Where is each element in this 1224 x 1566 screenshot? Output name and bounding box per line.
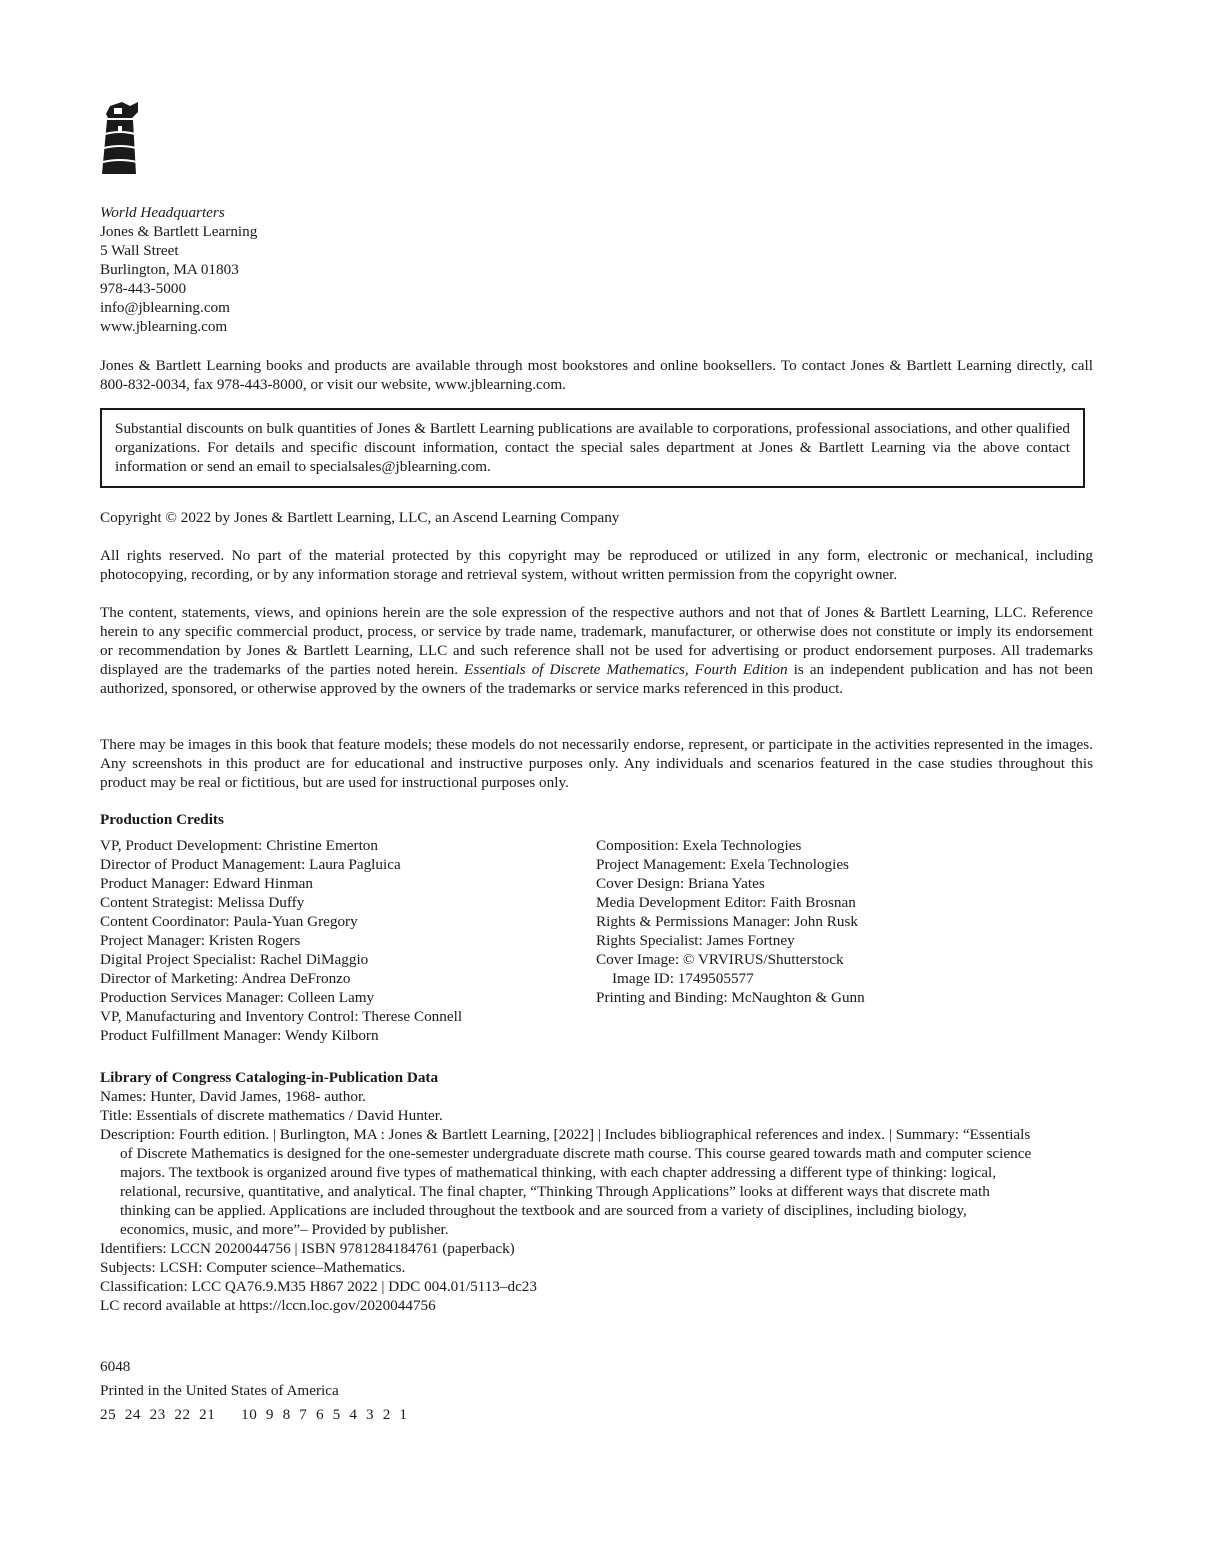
cip-title-line: Title: Essentials of discrete mathematics / David Hunter. (100, 1107, 443, 1124)
credit-item: Project Management: Exela Technologies (596, 856, 849, 873)
credit-item: Content Coordinator: Paula-Yuan Gregory (100, 913, 358, 930)
content-disclaimer (100, 603, 1093, 698)
production-credits-title: Production Credits (100, 811, 224, 828)
printed-in-line: Printed in the United States of America (100, 1382, 339, 1399)
address-heading: World Headquarters (100, 204, 225, 221)
address-block (100, 203, 257, 336)
copyright-line: Copyright © 2022 by Jones & Bartlett Learning, LLC, an Ascend Learning Company (100, 509, 620, 526)
credit-item-continued: Image ID: 1749505577 (612, 970, 754, 987)
rights-paragraph: All rights reserved. No part of the material protected by this copyright may be reproduced or utilized in any form, electronic or mechanical, including photocopying, recording, or by any information storage and retrieval system, without written permission from the copyright owner. (100, 547, 1093, 583)
publisher-logo (100, 100, 140, 178)
production-credits-left (100, 836, 580, 1045)
credit-item: VP, Product Development: Christine Emerton (100, 837, 378, 854)
credit-item: Content Strategist: Melissa Duffy (100, 894, 305, 911)
print-line-numbers: 25 24 23 22 21 10 9 8 7 6 5 4 3 2 1 (100, 1406, 408, 1423)
cip-description: Description: Fourth edition. | Burlington, MA : Jones & Bartlett Learning, [2022] | Includes bibliographical references and index. | Summary: “Essentials of Discrete Mathematics is designed for the one-semester undergraduate discrete math course. This course geared towards math and computer science majors. The textbook is organized around five types of mathematical thinking, with each chapter addressing a different type of thinking: logical, relational, recursive, quantitative, and analytical. The final chapter, “Thinking Through Applications” looks at different ways that discrete math thinking can be applied. Applications are included throughout the textbook and are sourced from a variety of disciplines, including biology, economics, music, and more”– Provided by publisher. (100, 1126, 1032, 1238)
credit-item: Project Manager: Kristen Rogers (100, 932, 301, 949)
cip-subjects: Subjects: LCSH: Computer science–Mathematics. (100, 1259, 406, 1276)
credit-item: VP, Manufacturing and Inventory Control: Therese Connell (100, 1008, 463, 1025)
credit-item: Printing and Binding: McNaughton & Gunn (596, 989, 865, 1006)
credit-item: Cover Image: © VRVIRUS/Shutterstock (596, 951, 844, 968)
credit-item: Rights & Permissions Manager: John Rusk (596, 913, 858, 930)
content-disclaimer-text: The content, statements, views, and opinions herein are the sole expression of the respective authors and not that of Jones & Bartlett Learning, LLC. Reference herein to any specific commercial product, process, or service by trade name, trademark, manufacturer, or otherwise does not constitute or imply its endorsement or recommendation by Jones & Bartlett Learning, LLC and such reference shall not be used for advertising or product endorsement purposes. All trademarks displayed are the trademarks of the parties noted herein. (100, 604, 1093, 678)
credit-item: Director of Product Management: Laura Pagluica (100, 856, 401, 873)
cip-data-block (100, 1068, 1035, 1315)
credit-item: Composition: Exela Technologies (596, 837, 802, 854)
lighthouse-icon (100, 100, 140, 178)
credit-item: Product Manager: Edward Hinman (100, 875, 313, 892)
address-line: Jones & Bartlett Learning (100, 223, 258, 240)
credit-item: Digital Project Specialist: Rachel DiMaggio (100, 951, 369, 968)
credit-item: Production Services Manager: Colleen Lamy (100, 989, 375, 1006)
models-disclaimer: There may be images in this book that feature models; these models do not necessarily endorse, represent, or participate in the activities represented in the images. Any screenshots in this product are for educational and instructive purposes only. Any individuals and scenarios featured in the case studies throughout this product may be real or fictitious, but are used for instructional purposes only. (100, 736, 1093, 791)
production-credits-right (596, 836, 1093, 1007)
cip-record: LC record available at https://lccn.loc.gov/2020044756 (100, 1297, 436, 1314)
discount-box: Substantial discounts on bulk quantities of Jones & Bartlett Learning publications are available to corporations, professional associations, and other qualified organizations. For details and specific discount information, contact the special sales department at Jones & Bartlett Learning via the above contact information or send an email to specialsales@jblearning.com. (100, 408, 1085, 488)
address-phone: 978-443-5000 (100, 280, 187, 297)
cip-identifiers: Identifiers: LCCN 2020044756 | ISBN 9781284184761 (paperback) (100, 1240, 515, 1257)
content-disclaimer-text: is an independent publication and has not been authorized, sponsored, or otherwise approved by the owners of the trademarks or service marks referenced in this product. (100, 661, 1093, 697)
cip-title: Library of Congress Cataloging-in-Publication Data (100, 1069, 439, 1086)
credit-item: Rights Specialist: James Fortney (596, 932, 795, 949)
credit-item: Director of Marketing: Andrea DeFronzo (100, 970, 351, 987)
print-code: 6048 (100, 1358, 131, 1375)
cip-names: Names: Hunter, David James, 1968- author. (100, 1088, 366, 1105)
credit-item: Media Development Editor: Faith Brosnan (596, 894, 856, 911)
address-line: Burlington, MA 01803 (100, 261, 239, 278)
address-line: 5 Wall Street (100, 242, 179, 259)
credit-item: Product Fulfillment Manager: Wendy Kilborn (100, 1027, 379, 1044)
availability-paragraph: Jones & Bartlett Learning books and products are available through most bookstores and online booksellers. To contact Jones & Bartlett Learning directly, call 800-832-0034, fax 978-443-8000, or visit our website, www.jblearning.com. (100, 357, 1093, 393)
address-email: info@jblearning.com (100, 299, 230, 316)
credit-item: Cover Design: Briana Yates (596, 875, 765, 892)
address-website: www.jblearning.com (100, 318, 228, 335)
book-title: Essentials of Discrete Mathematics, Fourth Edition (464, 661, 788, 678)
cip-classification: Classification: LCC QA76.9.M35 H867 2022 | DDC 004.01/5113–dc23 (100, 1278, 537, 1295)
